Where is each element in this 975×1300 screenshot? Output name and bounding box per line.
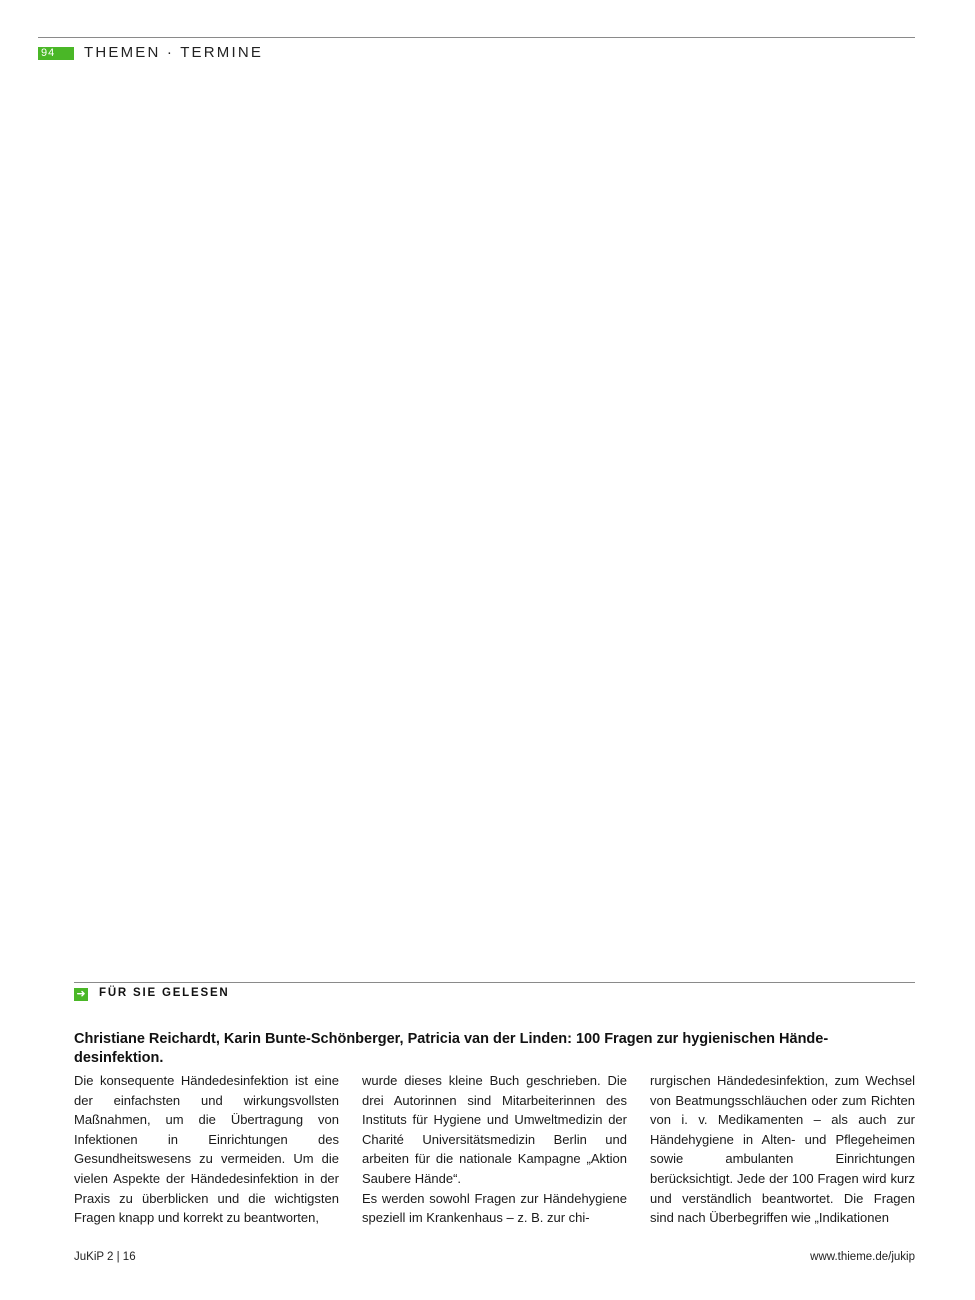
arrow-right-icon: ➜ (74, 988, 88, 1001)
journal-issue: JuKiP 2 | 16 (74, 1251, 136, 1263)
review-label: FÜR SIE GELESEN (99, 987, 230, 999)
text-column-1 (74, 1071, 339, 1228)
header-divider (38, 37, 915, 38)
paragraph: Es werden sowohl Fragen zur Händehygiene speziell im Krankenhaus – z. B. zur chi- (362, 1190, 627, 1226)
website-link[interactable]: www.thieme.de/jukip (810, 1251, 915, 1263)
text-column-2 (362, 1071, 627, 1228)
paragraph: wurde dieses kleine Buch geschrieben. Die drei Autorinnen sind Mitarbeiterinnen des Instituts für Hygiene und Umweltmedizin der Charité Universitätsmedizin Berlin und arbeiten für die nationale Kampagne „Aktion Saubere Hände“. (362, 1073, 627, 1186)
paragraph: Die konsequente Händedesinfektion ist eine der einfachsten und wirkungsvollsten Maßnahmen, um die Übertragung von Infektionen in Einrichtungen des Gesundheitswesens zu vermeiden. Um die vielen Aspekte der Händedesinfektion in der Praxis zu überblicken und die wichtigsten Fragen knapp und korrekt zu beantworten, (74, 1073, 339, 1226)
review-title-line: Christiane Reichardt, Karin Bunte-Schönberger, Patricia van der Linden: 100 Fragen zur hygienischen Hände- (74, 1031, 829, 1047)
review-title (74, 1030, 904, 1068)
paragraph: rurgischen Händedesinfektion, zum Wechsel von Beatmungsschläuchen oder zum Richten von i. v. Medikamenten – als auch zur Händehygiene in Alten- und Pflegeheimen sowie ambulanten Einrichtungen berücksichtigt. Jede der 100 Fragen wird kurz und verständlich beantwortet. Die Fragen sind nach Überbegriffen wie „Indikationen (650, 1073, 915, 1226)
text-column-3 (650, 1071, 915, 1228)
review-divider (74, 982, 915, 983)
review-title-line: desinfektion. (74, 1050, 164, 1066)
section-title: THEMEN · TERMINE (84, 44, 264, 61)
page-number: 94 (38, 47, 74, 60)
